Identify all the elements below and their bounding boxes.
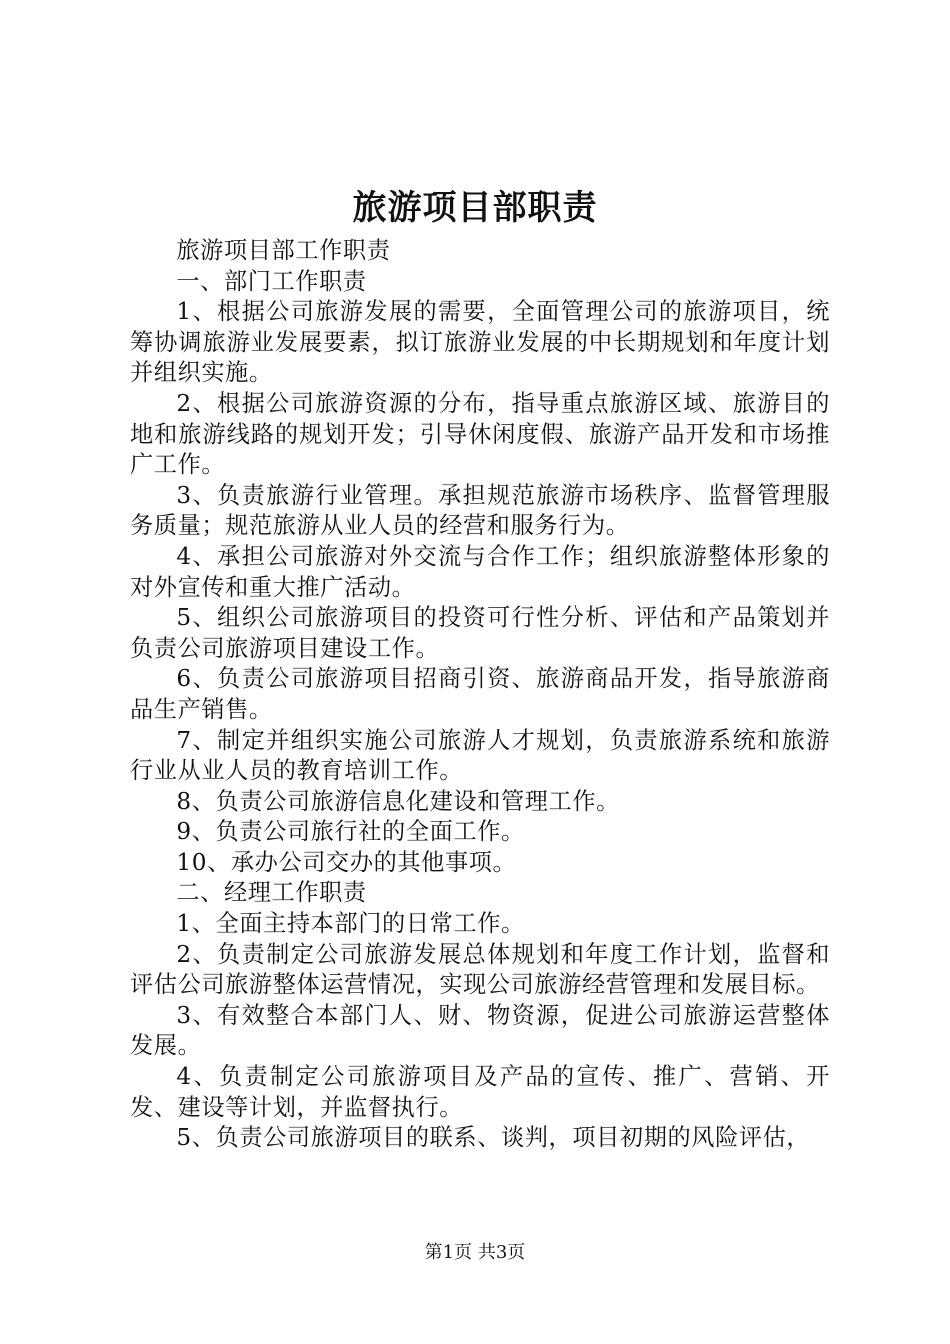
- paragraph: 7、制定并组织实施公司旅游人才规划，负责旅游系统和旅游行业从业人员的教育培训工作。: [130, 726, 830, 785]
- paragraph: 8、负责公司旅游信息化建设和管理工作。: [176, 787, 620, 815]
- paragraph: 1、根据公司旅游发展的需要，全面管理公司的旅游项目，统筹协调旅游业发展要素，拟订旅游业发展的中长期规划和年度计划并组织实施。: [130, 298, 830, 387]
- document-title: 旅游项目部职责: [352, 188, 598, 228]
- section-heading: 二、经理工作职责: [176, 879, 367, 907]
- paragraph: 2、负责制定公司旅游发展总体规划和年度工作计划，监督和评估公司旅游整体运营情况，实现公司旅游经营管理和发展目标。: [130, 940, 830, 999]
- paragraph: 3、负责旅游行业管理。承担规范旅游市场秩序、监督管理服务质量；规范旅游从业人员的经营和服务行为。: [130, 481, 830, 540]
- paragraph: 4、负责制定公司旅游项目及产品的宣传、推广、营销、开发、建设等计划，并监督执行。: [130, 1063, 830, 1121]
- paragraph: 9、负责公司旅行社的全面工作。: [176, 818, 525, 846]
- paragraph: 6、负责公司旅游项目招商引资、旅游商品开发，指导旅游商品生产销售。: [130, 665, 830, 723]
- paragraph: 3、有效整合本部门人、财、物资源，促进公司旅游运营整体发展。: [130, 1001, 830, 1060]
- paragraph: 4、承担公司旅游对外交流与合作工作；组织旅游整体形象的对外宣传和重大推广活动。: [130, 542, 830, 601]
- section-heading: 一、部门工作职责: [176, 267, 367, 295]
- paragraph: 1、全面主持本部门的日常工作。: [176, 910, 525, 938]
- page-footer: 第1页 共3页: [424, 1242, 526, 1263]
- paragraph: 2、根据公司旅游资源的分布，指导重点旅游区域、旅游目的地和旅游线路的规划开发；引导休闲度假、旅游产品开发和市场推广工作。: [130, 389, 830, 479]
- paragraph: 旅游项目部工作职责: [176, 237, 391, 264]
- paragraph: 5、负责公司旅游项目的联系、谈判，项目初期的风险评估，: [176, 1124, 811, 1152]
- document-body: [130, 236, 830, 1154]
- paragraph: 5、组织公司旅游项目的投资可行性分析、评估和产品策划并负责公司旅游项目建设工作。: [130, 604, 830, 662]
- paragraph: 10、承办公司交办的其他事项。: [176, 848, 517, 876]
